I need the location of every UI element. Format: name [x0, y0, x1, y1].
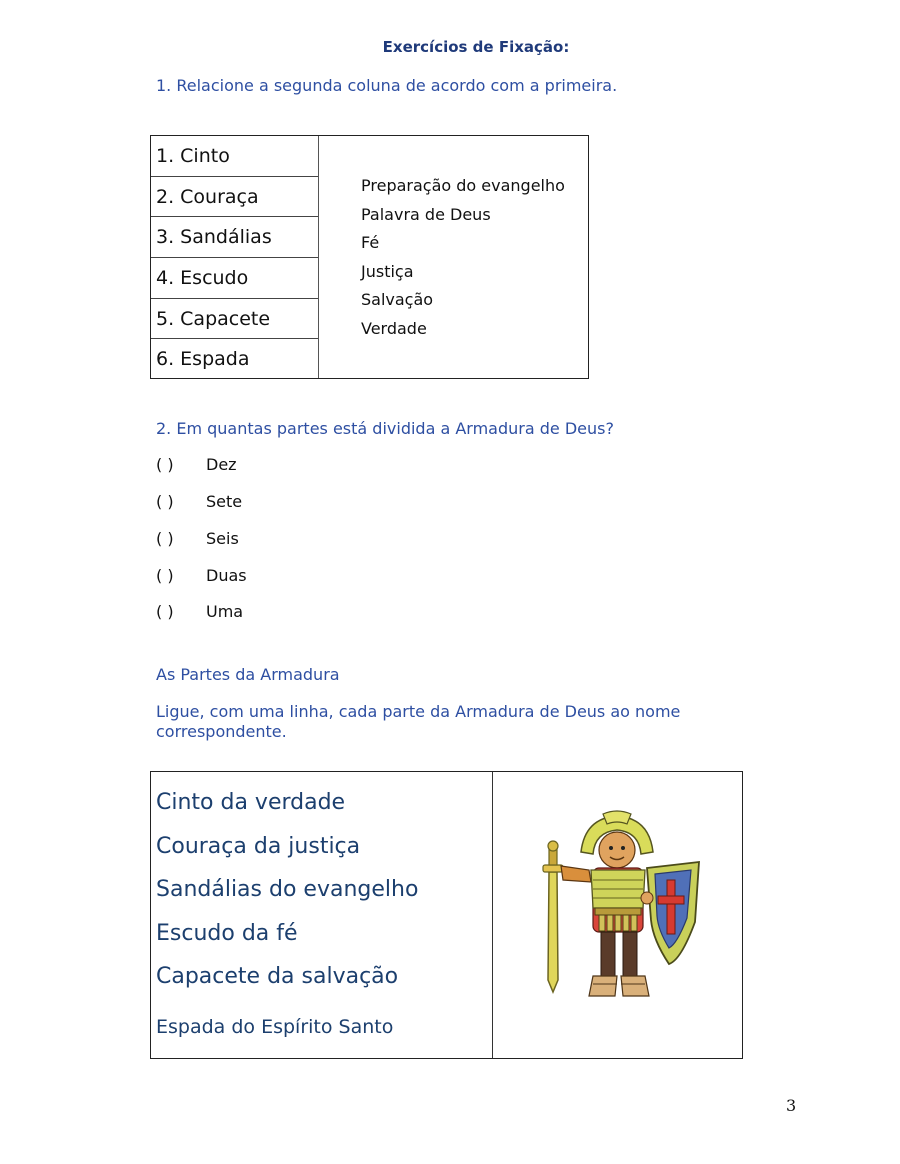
- armor-item: Escudo da fé: [156, 921, 298, 946]
- armor-item: Couraça da justiça: [156, 834, 361, 859]
- option-label: Uma: [206, 602, 244, 621]
- matching-right-item: Preparação do evangelho: [361, 176, 565, 195]
- sword-icon: [543, 841, 563, 992]
- question-2-prompt: 2. Em quantas partes está dividida a Armadura de Deus?: [156, 419, 614, 438]
- matching-right-item: Palavra de Deus: [361, 204, 491, 224]
- matching-table: [150, 135, 589, 379]
- section-instruction: Ligue, com uma linha, cada parte da Armadura de Deus ao nome correspondente.: [156, 702, 681, 741]
- option-checkbox[interactable]: ( ): [156, 455, 174, 474]
- matching-right-item: Justiça: [361, 261, 414, 281]
- option-checkbox[interactable]: ( ): [156, 602, 174, 621]
- matching-left-item: 5. Capacete: [151, 299, 318, 340]
- armor-item: Sandálias do evangelho: [156, 877, 419, 902]
- sandal-icon: [589, 976, 649, 996]
- matching-left-item: 1. Cinto: [151, 136, 318, 177]
- page-title: Exercícios de Fixação:: [382, 38, 570, 56]
- matching-left-item: 6. Espada: [156, 348, 250, 371]
- table-divider: [492, 772, 493, 1058]
- option-label: Sete: [206, 492, 243, 511]
- matching-right-item: Verdade: [361, 318, 427, 338]
- matching-right-column: [361, 172, 565, 343]
- matching-left-column: [151, 136, 319, 378]
- option-duas[interactable]: [156, 566, 247, 585]
- option-label: Dez: [206, 455, 237, 474]
- section-heading: As Partes da Armadura: [156, 665, 340, 684]
- matching-left-item: 3. Sandálias: [151, 217, 318, 258]
- option-sete[interactable]: [156, 492, 242, 511]
- armor-item: Cinto da verdade: [156, 790, 346, 815]
- page-number: 3: [786, 1096, 797, 1115]
- matching-right-item: Fé: [361, 233, 380, 252]
- breastplate-icon: [591, 870, 645, 908]
- armor-matching-table: [150, 771, 743, 1059]
- matching-left-item: 2. Couraça: [151, 177, 318, 218]
- armor-item: Espada do Espírito Santo: [156, 1016, 394, 1038]
- option-checkbox[interactable]: ( ): [156, 566, 174, 585]
- matching-left-item: 4. Escudo: [151, 258, 318, 299]
- option-uma[interactable]: [156, 602, 243, 621]
- option-label: Duas: [206, 566, 247, 585]
- armored-soldier-illustration: [541, 810, 701, 1025]
- armor-item: Capacete da salvação: [156, 964, 399, 989]
- option-checkbox[interactable]: ( ): [156, 492, 174, 511]
- option-label: Seis: [206, 529, 239, 548]
- matching-right-item: Salvação: [361, 290, 434, 309]
- option-checkbox[interactable]: ( ): [156, 529, 174, 548]
- option-dez[interactable]: [156, 455, 237, 474]
- option-seis[interactable]: [156, 529, 239, 548]
- question-1-prompt: 1. Relacione a segunda coluna de acordo com a primeira.: [156, 76, 618, 95]
- shield-icon: [647, 862, 699, 964]
